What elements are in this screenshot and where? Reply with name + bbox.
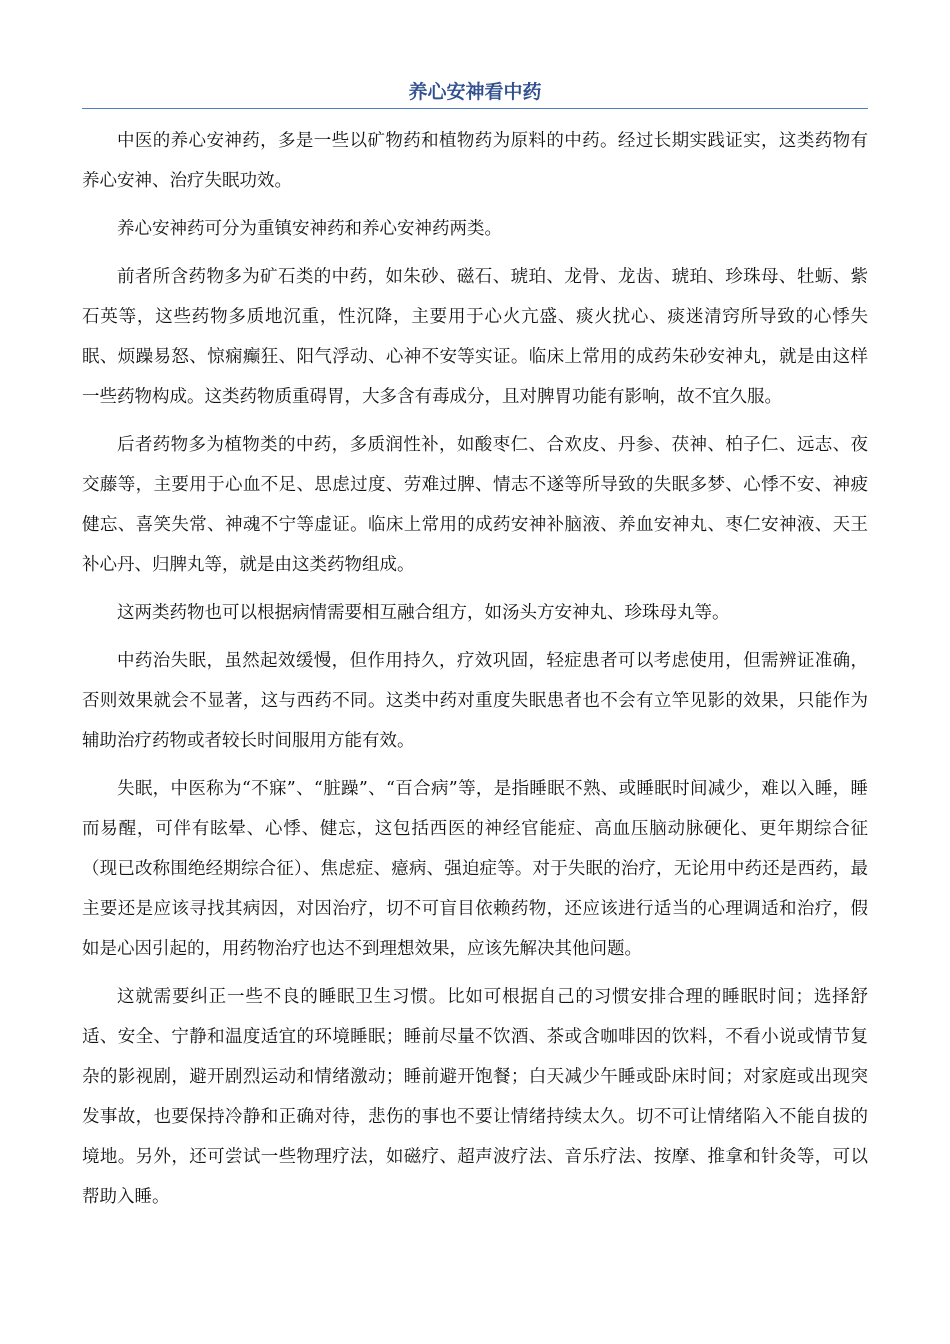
paragraph-combination: 这两类药物也可以根据病情需要相互融合组方，如汤头方安神丸、珍珠母丸等。 [117,603,730,623]
paragraph-insomnia-definition: 失眠，中医称为“不寐”、“脏躁”、“百合病”等，是指睡眠不熟、或睡眠时间减少，难以入睡，睡而易醒，可伴有眩晕、心悸、健忘，这包括西医的神经官能症、高血压脑动脉硬化、更年期综合征（现已改称围绝经期综合征）、焦虑症、癔病、强迫症等。对于失眠的治疗，无论用中药还是西药，最主要还是应该寻找其病因，对因治疗，切不可盲目依赖药物，还应该进行适当的心理调适和治疗，假如是心因引起的，用药物治疗也达不到理想效果，应该先解决其他问题。 [82,779,868,959]
paragraph-intro: 中医的养心安神药，多是一些以矿物药和植物药为原料的中药。经过长期实践证实，这类药物有养心安神、治疗失眠功效。 [82,131,868,191]
document-page [82,78,868,1217]
paragraph-sleep-hygiene: 这就需要纠正一些不良的睡眠卫生习惯。比如可根据自己的习惯安排合理的睡眠时间；选择舒适、安全、宁静和温度适宜的环境睡眠；睡前尽量不饮酒、茶或含咖啡因的饮料，不看小说或情节复杂的影视剧，避开剧烈运动和情绪激动；睡前避开饱餐；白天减少午睡或卧床时间；对家庭或出现突发事故，也要保持冷静和正确对待，悲伤的事也不要让情绪持续太久。切不可让情绪陷入不能自拔的境地。另外，还可尝试一些物理疗法，如磁疗、超声波疗法、音乐疗法、按摩、推拿和针灸等，可以帮助入睡。 [82,987,868,1207]
paragraph-plant-drugs: 后者药物多为植物类的中药，多质润性补，如酸枣仁、合欢皮、丹参、茯神、柏子仁、远志、夜交藤等，主要用于心血不足、思虑过度、劳难过脾、情志不遂等所导致的失眠多梦、心悸不安、神疲健忘、喜笑失常、神魂不宁等虚证。临床上常用的成药安神补脑液、养血安神丸、枣仁安神液、天王补心丹、归脾丸等，就是由这类药物组成。 [82,435,868,575]
page-title: 养心安神看中药 [82,78,868,109]
paragraph-tcm-insomnia: 中药治失眠，虽然起效缓慢，但作用持久，疗效巩固，轻症患者可以考虑使用，但需辨证准确，否则效果就会不显著，这与西药不同。这类中药对重度失眠患者也不会有立竿见影的效果，只能作为辅助治疗药物或者较长时间服用方能有效。 [82,651,868,751]
paragraph-mineral-drugs: 前者所含药物多为矿石类的中药，如朱砂、磁石、琥珀、龙骨、龙齿、琥珀、珍珠母、牡蛎、紫石英等，这些药物多质地沉重，性沉降，主要用于心火亢盛、痰火扰心、痰迷清窍所导致的心悸失眠、烦躁易怒、惊痫癫狂、阳气浮动、心神不安等实证。临床上常用的成药朱砂安神丸，就是由这样一些药物构成。这类药物质重碍胃，大多含有毒成分，且对脾胃功能有影响，故不宜久服。 [82,267,868,407]
paragraph-categories: 养心安神药可分为重镇安神药和养心安神药两类。 [117,219,502,239]
